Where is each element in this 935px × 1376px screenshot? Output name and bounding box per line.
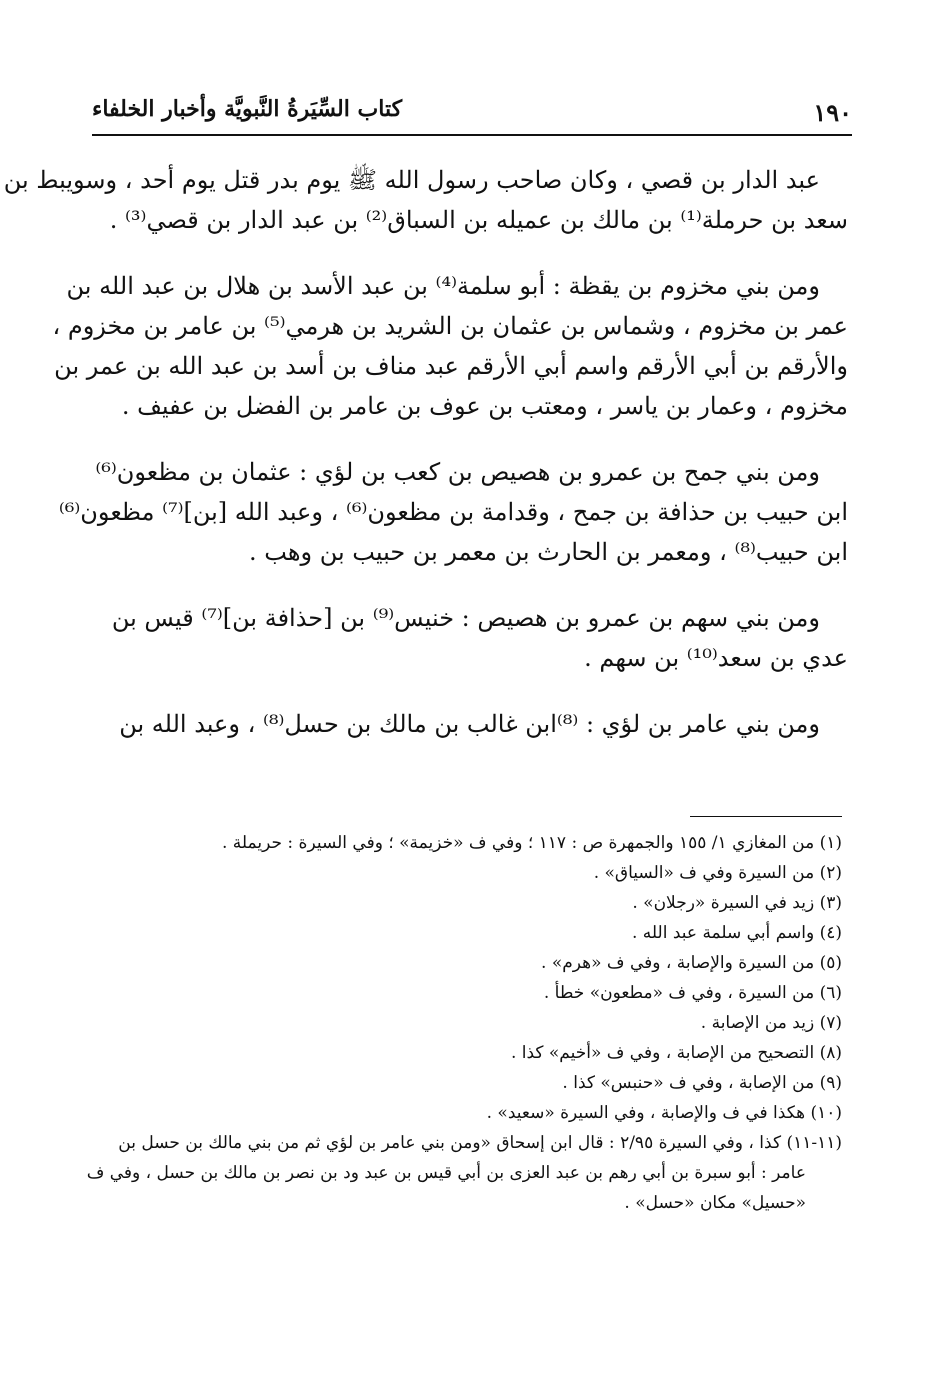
footnotes <box>86 828 842 1218</box>
footnote: (٦) من السيرة ، وفي ف «مطعون» خطأ . <box>543 983 842 1003</box>
text-line: عدي بن سعد⁽¹⁰⁾ بن سهم . <box>584 644 848 672</box>
footnote: (٢) من السيرة وفي ف «السياق» . <box>593 863 842 883</box>
header-rule <box>92 134 852 136</box>
paragraph <box>98 704 848 744</box>
paragraph <box>98 598 848 678</box>
text-line: سعد بن حرملة⁽¹⁾ بن مالك بن عميله بن السباق⁽²⁾ بن عبد الدار بن قصي⁽³⁾ . <box>109 206 848 234</box>
text-line: مخزوم ، وعمار بن ياسر ، ومعتب بن عوف بن عامر بن الفضل بن عفيف . <box>121 392 848 420</box>
paragraph <box>58 452 848 572</box>
text-line: ومن بني جمح بن عمرو بن هصيص بن كعب بن لؤي : عثمان بن مظعون⁽⁶⁾ <box>95 458 820 486</box>
paragraph <box>3 160 848 240</box>
text-line: ومن بني مخزوم بن يقظة : أبو سلمة⁽⁴⁾ بن عبد الأسد بن هلال بن عبد الله بن <box>66 272 820 300</box>
footnote-continuation: عامر : أبو سبرة بن أبي رهم بن عبد العزى بن أبي قيس بن عبد ود بن نصر بن مالك بن حسل ، وفي ف <box>86 1163 806 1183</box>
footnote: (٤) واسم أبي سلمة عبد الله . <box>631 923 842 943</box>
footnote: (١) من المغازي ١/ ١٥٥ والجمهرة ص : ١١٧ ؛ وفي ف «خزيمة» ؛ وفي السيرة : حريملة . <box>222 833 842 853</box>
text-line: والأرقم بن أبي الأرقم واسم أبي الأرقم عبد مناف بن أسد بن عبد الله بن عمر بن <box>54 352 848 380</box>
main-text <box>3 160 848 770</box>
text-line: ابن حبيب⁽⁸⁾ ، ومعمر بن الحارث بن معمر بن حبيب بن وهب . <box>249 538 848 566</box>
footnote: (٧) زيد من الإصابة . <box>700 1013 842 1033</box>
text-line: عمر بن مخزوم ، وشماس بن عثمان بن الشريد بن هرمي⁽⁵⁾ بن عامر بن مخزوم ، <box>52 312 848 340</box>
page-header <box>92 90 852 130</box>
footnote-separator <box>690 816 842 817</box>
footnote: (١٠) هكذا في ف والإصابة ، وفي السيرة «سعيد» . <box>486 1103 842 1123</box>
footnote: (٣) زيد في السيرة «رجلان» . <box>632 893 842 913</box>
footnote: (١١-١١) كذا ، وفي السيرة ٢/٩٥ : قال ابن إسحاق «ومن بني عامر بن لؤي ثم من بني مالك بن حسل بن <box>118 1133 842 1153</box>
text-line: ومن بني سهم بن عمرو بن هصيص : خنيس⁽⁹⁾ بن [حذافة بن]⁽⁷⁾ قيس بن <box>111 604 820 632</box>
running-title: كتاب السِّيَرةُ النَّبويَّة وأخبار الخلفاء <box>92 96 403 122</box>
paragraph <box>52 266 848 426</box>
text-line: ومن بني عامر بن لؤي : ⁽⁸⁾ابن غالب بن مالك بن حسل⁽⁸⁾ ، وعبد الله بن <box>119 710 820 738</box>
text-line: ابن حبيب بن حذافة بن جمح ، وقدامة بن مظعون⁽⁶⁾ ، وعبد الله [بن]⁽⁷⁾ مظعون⁽⁶⁾ <box>58 498 848 526</box>
footnote-continuation: «حسيل» مكان «حسل» . <box>624 1193 806 1213</box>
text-line: عبد الدار بن قصي ، وكان صاحب رسول الله ﷺ يوم بدر قتل يوم أحد ، وسويبط بن <box>3 166 820 194</box>
page-number: ١٩٠ <box>813 98 852 127</box>
footnote: (٩) من الإصابة ، وفي ف «حنبس» كذا . <box>562 1073 842 1093</box>
footnote: (٥) من السيرة والإصابة ، وفي ف «هرم» . <box>541 953 842 973</box>
footnote: (٨) التصحيح من الإصابة ، وفي ف «أخيم» كذا . <box>510 1043 842 1063</box>
